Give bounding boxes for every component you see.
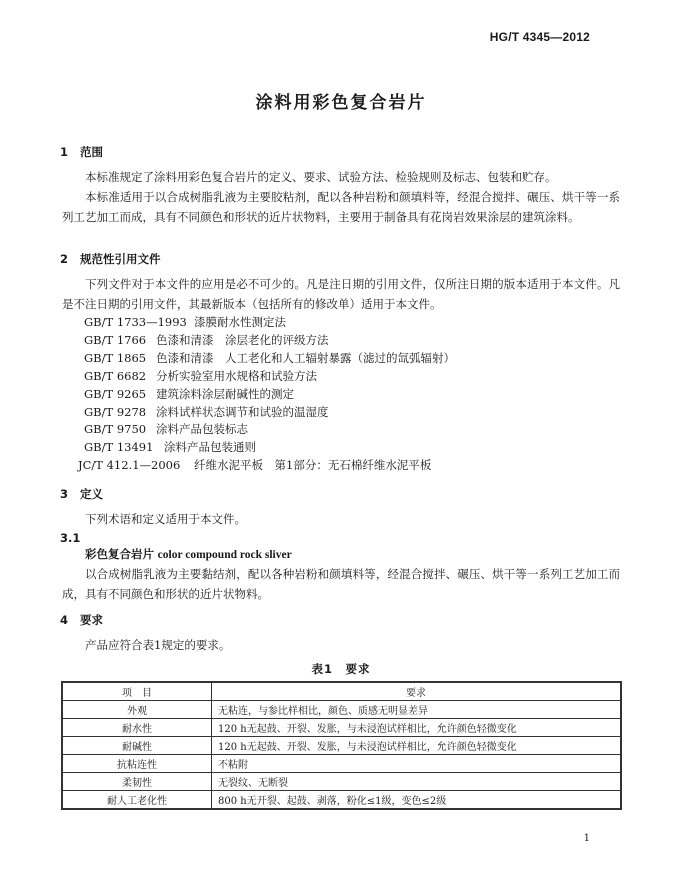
- table-row: [62, 701, 621, 719]
- reference-item: [84, 332, 455, 350]
- table-row: [62, 773, 621, 791]
- term-definition: 以合成树脂乳液为主要黏结剂，配以各种岩粉和颜填料等，经混合搅拌、碾压、烘干等一系列工艺加工而成，具有不同颜色和形状的近片状物料。: [62, 567, 620, 601]
- reference-title: 涂料产品包装标志: [156, 422, 248, 437]
- table-header-row: [62, 682, 621, 701]
- reference-item: [84, 386, 455, 404]
- table-row: [62, 737, 621, 755]
- reference-item: [84, 368, 455, 386]
- section-4-heading: [60, 612, 103, 628]
- document-title: 涂料用彩色复合岩片: [255, 93, 427, 113]
- refs-intro: 下列文件对于本文件的应用是必不可少的。凡是注日期的引用文件，仅所注日期的版本适用于本文件。凡是不注日期的引用文件，其最新版本（包括所有的修改单）适用于本文件。: [62, 277, 620, 311]
- term-number: 3.1: [60, 531, 81, 545]
- section-title: 要求: [80, 613, 103, 627]
- requirement-cell: 无裂纹、无断裂: [212, 773, 622, 791]
- item-cell: 耐水性: [62, 719, 212, 737]
- reference-item: [78, 457, 455, 475]
- reference-title: 分析实验室用水规格和试验方法: [156, 368, 317, 383]
- reference-item: [84, 314, 455, 332]
- reference-code: GB/T 1766: [84, 332, 147, 347]
- reference-code: GB/T 1733—1993: [84, 315, 187, 329]
- table-row: [62, 719, 621, 737]
- requirement-cell: 120 h无起鼓、开裂、发胀，与未浸泡试样相比，允许颜色轻微变化: [212, 719, 622, 737]
- definitions-intro: 下列术语和定义适用于本文件。: [85, 512, 246, 526]
- reference-code: GB/T 1865: [84, 350, 147, 365]
- header-item: 项 目: [62, 682, 212, 701]
- section-number: 3: [60, 487, 69, 501]
- reference-code: GB/T 13491: [84, 440, 154, 455]
- scope-paragraph-2: 本标准适用于以合成树脂乳液为主要胶粘剂，配以各种岩粉和颜填料等，经混合搅拌、碾压、烘干等一系列工艺加工而成，具有不同颜色和形状的近片状物料，主要用于制备具有花岗岩效果涂层的建筑涂料。: [62, 190, 620, 224]
- reference-title: 漆膜耐水性测定法: [194, 315, 286, 329]
- requirement-cell: 无粘连，与参比样相比，颜色、质感无明显差异: [212, 701, 622, 719]
- term-heading: [62, 545, 620, 566]
- reference-title: 色漆和清漆 人工老化和人工辐射暴露（滤过的氙弧辐射）: [156, 350, 455, 365]
- item-cell: 抗粘连性: [62, 755, 212, 773]
- table-row: [62, 791, 621, 810]
- reference-item: [84, 350, 455, 368]
- section-1-heading: [60, 144, 103, 160]
- section-number: 4: [60, 613, 69, 627]
- section-3-heading: [60, 486, 103, 502]
- item-cell: 外观: [62, 701, 212, 719]
- section-number: 1: [60, 145, 69, 159]
- reference-item: [84, 404, 455, 422]
- reference-list: [78, 314, 455, 475]
- table-row: [62, 755, 621, 773]
- section-title: 范围: [80, 145, 103, 159]
- item-cell: 耐人工老化性: [62, 791, 212, 810]
- reference-code: GB/T 6682: [84, 368, 147, 383]
- reference-title: 色漆和清漆 涂层老化的评级方法: [156, 332, 329, 347]
- item-cell: 柔韧性: [62, 773, 212, 791]
- reference-item: [84, 439, 455, 457]
- reference-title: 涂料试样状态调节和试验的温湿度: [156, 404, 329, 419]
- term-english: color compound rock sliver: [157, 549, 292, 561]
- standard-code: HG/T 4345—2012: [489, 30, 590, 44]
- section-2-heading: [60, 251, 161, 267]
- requirements-table: [61, 681, 622, 810]
- header-requirement: 要求: [212, 682, 622, 701]
- term-chinese: 彩色复合岩片: [85, 547, 154, 561]
- section-number: 2: [60, 252, 69, 266]
- reference-title: 涂料产品包装通则: [164, 440, 256, 455]
- reference-code: GB/T 9278: [84, 404, 147, 419]
- page-number: 1: [583, 833, 590, 844]
- requirements-intro: 产品应符合表1规定的要求。: [85, 638, 231, 652]
- requirement-cell: 不粘附: [212, 755, 622, 773]
- item-cell: 耐碱性: [62, 737, 212, 755]
- section-title: 定义: [80, 487, 103, 501]
- section-title: 规范性引用文件: [80, 252, 161, 266]
- requirement-cell: 120 h无起鼓、开裂、发胀，与未浸泡试样相比，允许颜色轻微变化: [212, 737, 622, 755]
- scope-paragraph-1: 本标准规定了涂料用彩色复合岩片的定义、要求、试验方法、检验规则及标志、包装和贮存。: [85, 170, 557, 184]
- requirement-cell: 800 h无开裂、起鼓、剥落，粉化≤1级，变色≤2级: [212, 791, 622, 810]
- reference-code: GB/T 9750: [84, 422, 147, 437]
- reference-code: JC/T 412.1—2006: [78, 458, 181, 473]
- table-title: 表1 要求: [311, 662, 371, 676]
- reference-title: 建筑涂料涂层耐碱性的测定: [156, 386, 294, 401]
- reference-code: GB/T 9265: [84, 386, 147, 401]
- reference-title: 纤维水泥平板 第1部分：无石棉纤维水泥平板: [194, 458, 432, 473]
- reference-item: [84, 421, 455, 439]
